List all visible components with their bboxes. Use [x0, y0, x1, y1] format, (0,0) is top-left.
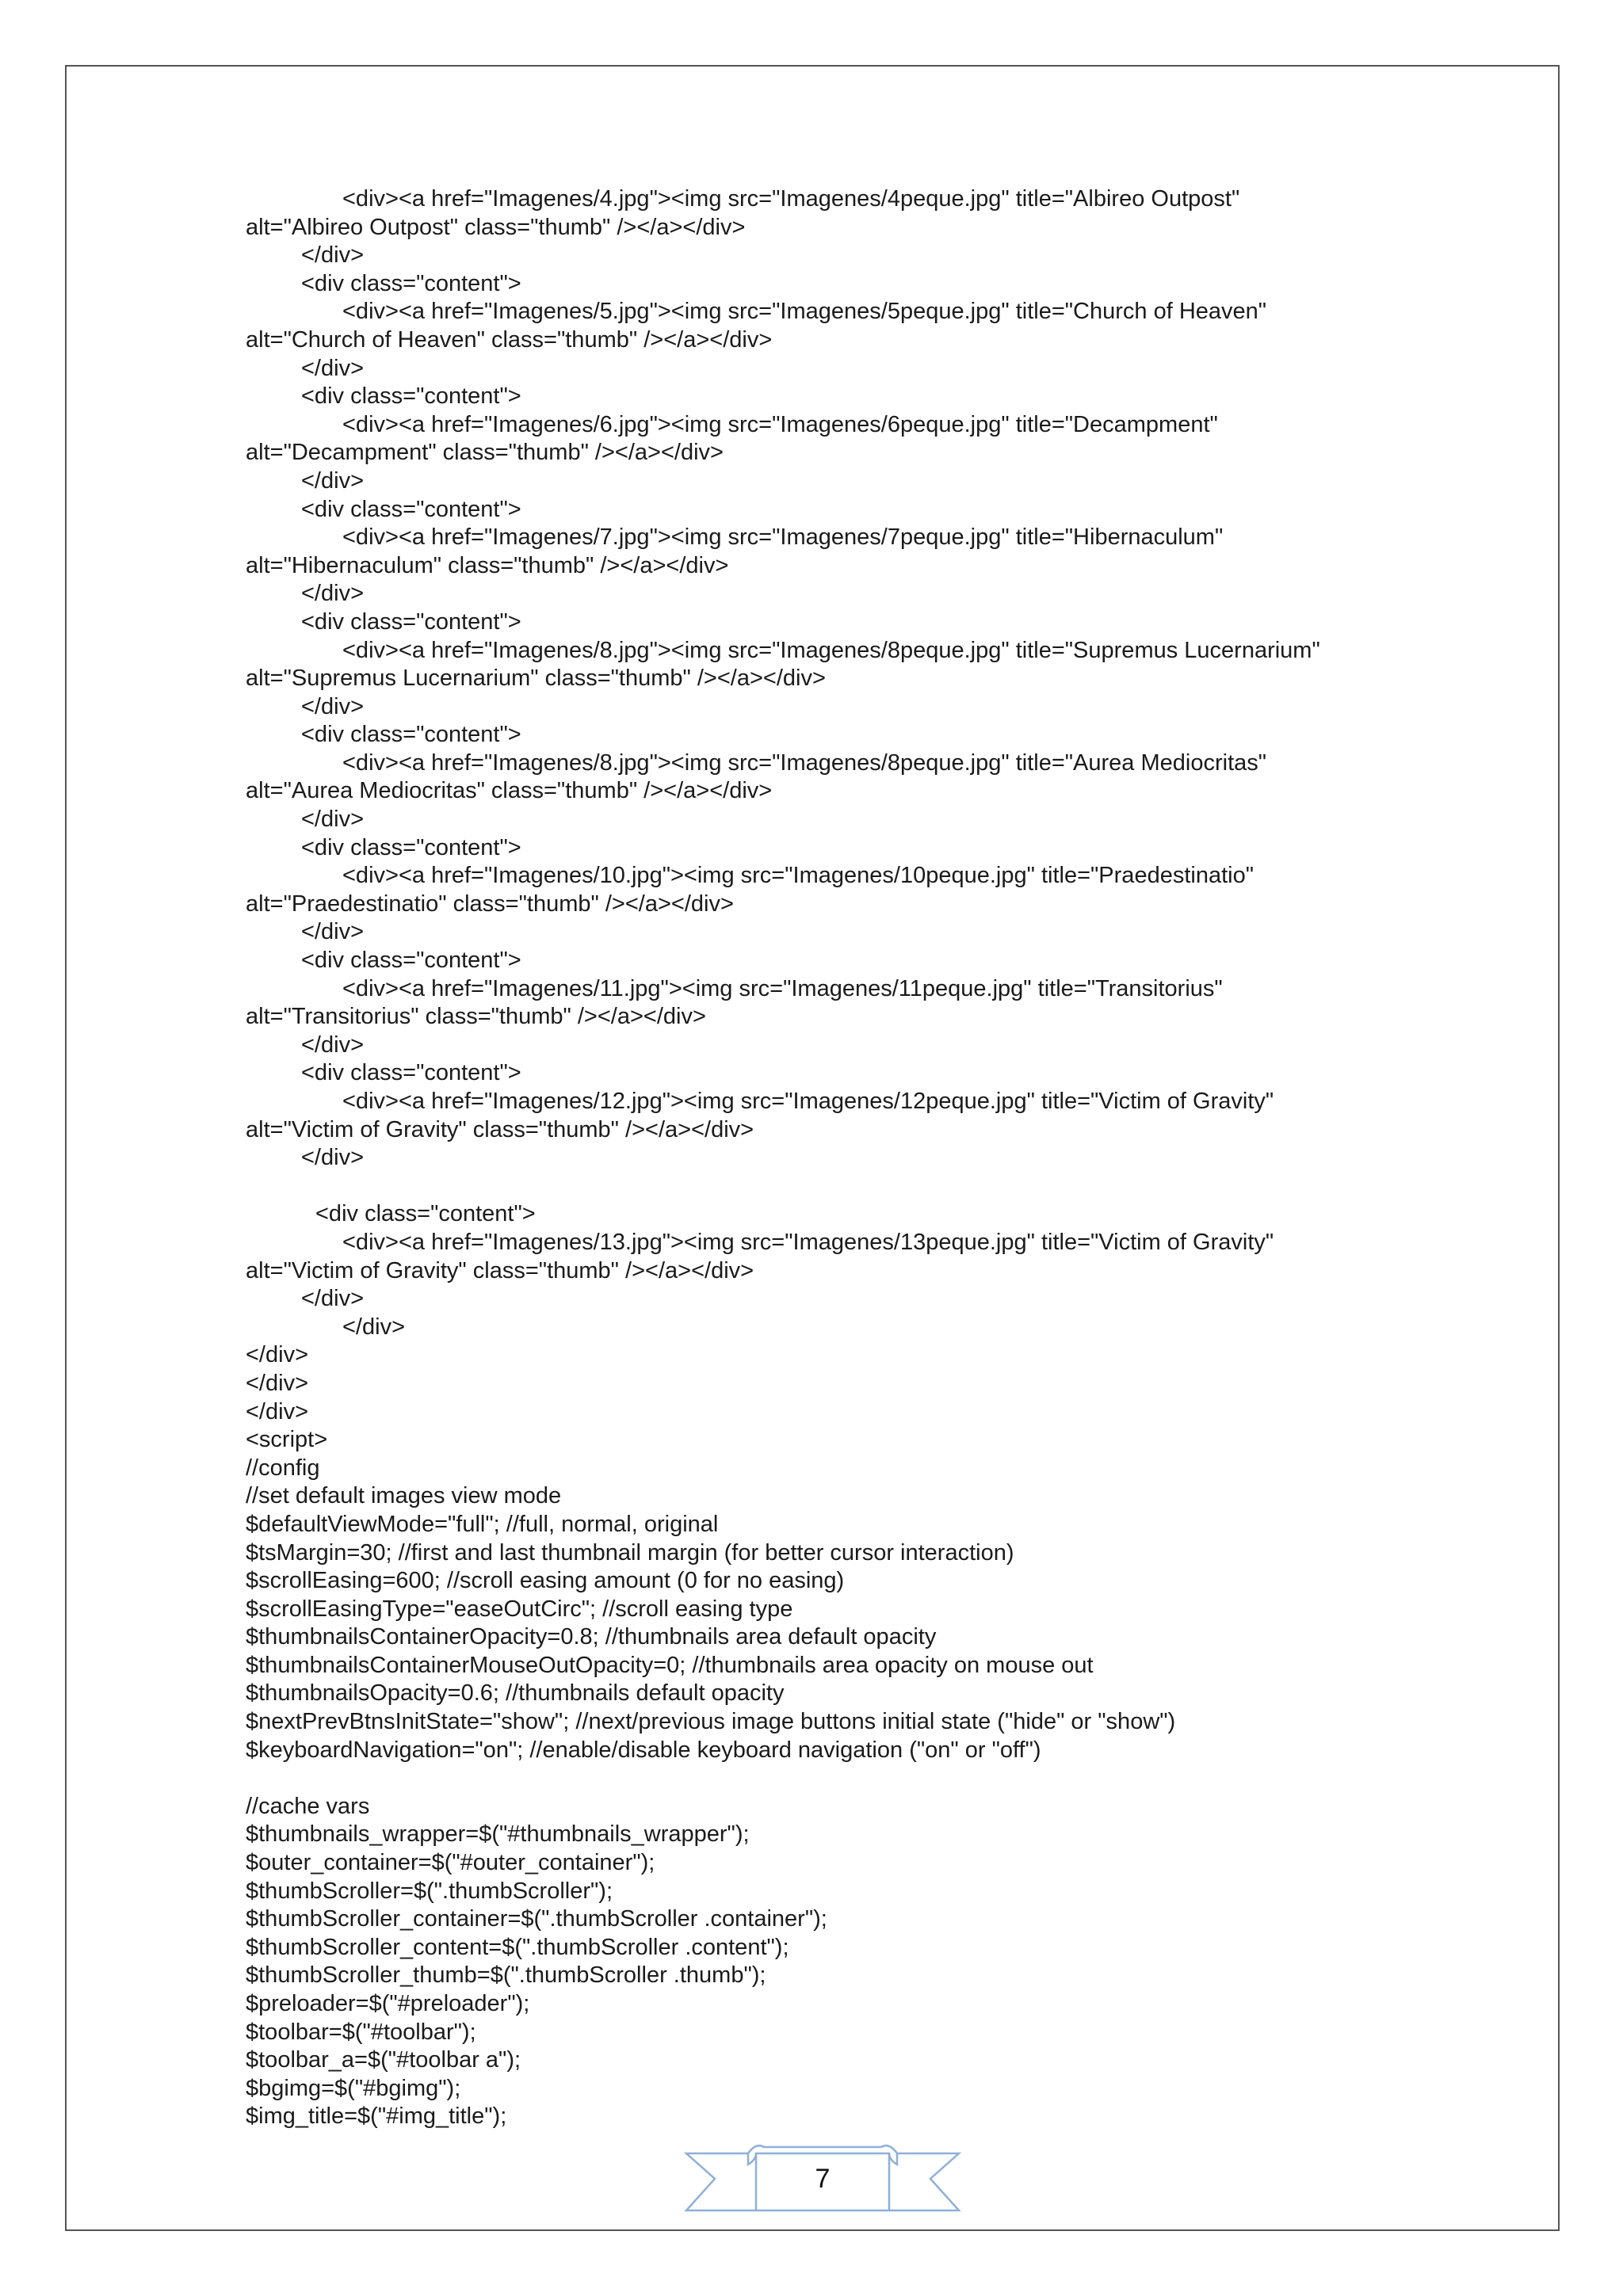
code-line: $toolbar=$("#toolbar"); [246, 2019, 476, 2045]
code-line: </div> [301, 693, 364, 719]
code-line: //config [246, 1455, 320, 1481]
code-line: <div class="content"> [301, 834, 521, 860]
code-line: <div class="content"> [301, 722, 521, 748]
code-line: $thumbnailsContainerMouseOutOpacity=0; //thumbnails area opacity on mouse out [246, 1652, 1094, 1678]
code-line: <div><a href="Imagenes/7.jpg"><img src="Imagenes/7peque.jpg" title="Hibernaculum" [342, 524, 1224, 551]
code-line: $toolbar_a=$("#toolbar a"); [246, 2047, 521, 2073]
code-line: alt="Supremus Lucernarium" class="thumb" /></a></div> [246, 666, 826, 692]
code-line: $tsMargin=30; //first and last thumbnail margin (for better cursor interaction) [246, 1539, 1014, 1566]
code-line: </div> [301, 1032, 364, 1058]
code-line: $img_title=$("#img_title"); [246, 2103, 507, 2130]
code-line: <div class="content"> [301, 383, 521, 410]
code-line: <div><a href="Imagenes/10.jpg"><img src="Imagenes/10peque.jpg" title="Praedestinatio" [342, 863, 1254, 889]
code-line: $scrollEasing=600; //scroll easing amount (0 for no easing) [246, 1568, 845, 1594]
code-line: alt="Hibernaculum" class="thumb" /></a></div> [246, 552, 729, 578]
code-line: alt="Aurea Mediocritas" class="thumb" /></a></div> [246, 778, 773, 804]
code-line: $defaultViewMode="full"; //full, normal, original [246, 1511, 719, 1537]
code-line: <div><a href="Imagenes/8.jpg"><img src="Imagenes/8peque.jpg" title="Aurea Mediocritas" [342, 749, 1267, 776]
code-line: </div> [301, 242, 364, 269]
page-number-ribbon [683, 2139, 962, 2218]
code-line: $keyboardNavigation="on"; //enable/disable keyboard navigation ("on" or "off") [246, 1737, 1041, 1763]
code-line: </div> [301, 467, 364, 494]
code-line: $outer_container=$("#outer_container"); [246, 1850, 655, 1876]
code-line: <div class="content"> [301, 608, 521, 635]
code-line: $thumbScroller_container=$(".thumbScroller .container"); [246, 1906, 827, 1932]
code-line: alt="Transitorius" class="thumb" /></a></div> [246, 1004, 706, 1030]
code-line: </div> [301, 355, 364, 381]
code-listing [246, 185, 1529, 2131]
code-line: <div class="content"> [315, 1201, 536, 1227]
code-line: $nextPrevBtnsInitState="show"; //next/previous image buttons initial state ("hide" or "show") [246, 1709, 1176, 1735]
code-line: $scrollEasingType="easeOutCirc"; //scroll easing type [246, 1596, 793, 1622]
code-line: <div><a href="Imagenes/6.jpg"><img src="Imagenes/6peque.jpg" title="Decampment" [342, 411, 1218, 437]
code-line [246, 1764, 1529, 1793]
code-line: alt="Victim of Gravity" class="thumb" /></a></div> [246, 1116, 754, 1142]
code-line: </div> [301, 1286, 364, 1312]
code-line: alt="Church of Heaven" class="thumb" /></a></div> [246, 326, 773, 353]
code-line: <div class="content"> [301, 496, 521, 522]
code-line: <div><a href="Imagenes/8.jpg"><img src="Imagenes/8peque.jpg" title="Supremus Lucernarium" [342, 637, 1320, 663]
code-line: <div><a href="Imagenes/4.jpg"><img src="Imagenes/4peque.jpg" title="Albireo Outpost" [342, 186, 1240, 212]
code-line: </div> [301, 581, 364, 607]
code-line: <script> [246, 1427, 328, 1453]
code-line: $thumbScroller_content=$(".thumbScroller .content"); [246, 1934, 789, 1960]
code-line: alt="Albireo Outpost" class="thumb" /></a></div> [246, 214, 746, 240]
code-line: <div class="content"> [301, 1060, 521, 1086]
code-line: $thumbnails_wrapper=$("#thumbnails_wrapper"); [246, 1821, 750, 1848]
code-line: <div class="content"> [301, 270, 521, 296]
code-line: <div><a href="Imagenes/12.jpg"><img src="Imagenes/12peque.jpg" title="Victim of Gravity" [342, 1089, 1274, 1114]
code-line: alt="Praedestinatio" class="thumb" /></a></div> [246, 891, 734, 917]
code-line: <div><a href="Imagenes/5.jpg"><img src="Imagenes/5peque.jpg" title="Church of Heaven" [342, 299, 1267, 325]
code-line: $thumbScroller=$(".thumbScroller"); [246, 1878, 613, 1904]
code-line: $preloader=$("#preloader"); [246, 1991, 530, 2016]
page-number: 7 [815, 2164, 831, 2194]
code-line: </div> [301, 807, 364, 833]
code-line: $thumbnailsContainerOpacity=0.8; //thumbnails area default opacity [246, 1624, 937, 1650]
code-line [246, 1173, 1529, 1201]
code-line: </div> [246, 1398, 308, 1425]
code-line: <div class="content"> [301, 948, 521, 974]
code-line: </div> [342, 1314, 405, 1340]
code-line: <div><a href="Imagenes/11.jpg"><img src="Imagenes/11peque.jpg" title="Transitorius" [342, 975, 1223, 1001]
code-line: alt="Victim of Gravity" class="thumb" /></a></div> [246, 1257, 754, 1283]
code-line: </div> [246, 1370, 308, 1396]
code-line: </div> [301, 919, 364, 945]
code-line: </div> [301, 1145, 364, 1171]
code-line: //cache vars [246, 1793, 370, 1819]
code-line: $bgimg=$("#bgimg"); [246, 2075, 461, 2101]
code-line: $thumbnailsOpacity=0.6; //thumbnails default opacity [246, 1680, 785, 1707]
code-line: //set default images view mode [246, 1483, 562, 1509]
code-line: alt="Decampment" class="thumb" /></a></div> [246, 440, 724, 466]
code-line: $thumbScroller_thumb=$(".thumbScroller .thumb"); [246, 1962, 766, 1989]
code-line: <div><a href="Imagenes/13.jpg"><img src="Imagenes/13peque.jpg" title="Victim of Gravity" [342, 1229, 1274, 1255]
code-line: </div> [246, 1342, 308, 1368]
